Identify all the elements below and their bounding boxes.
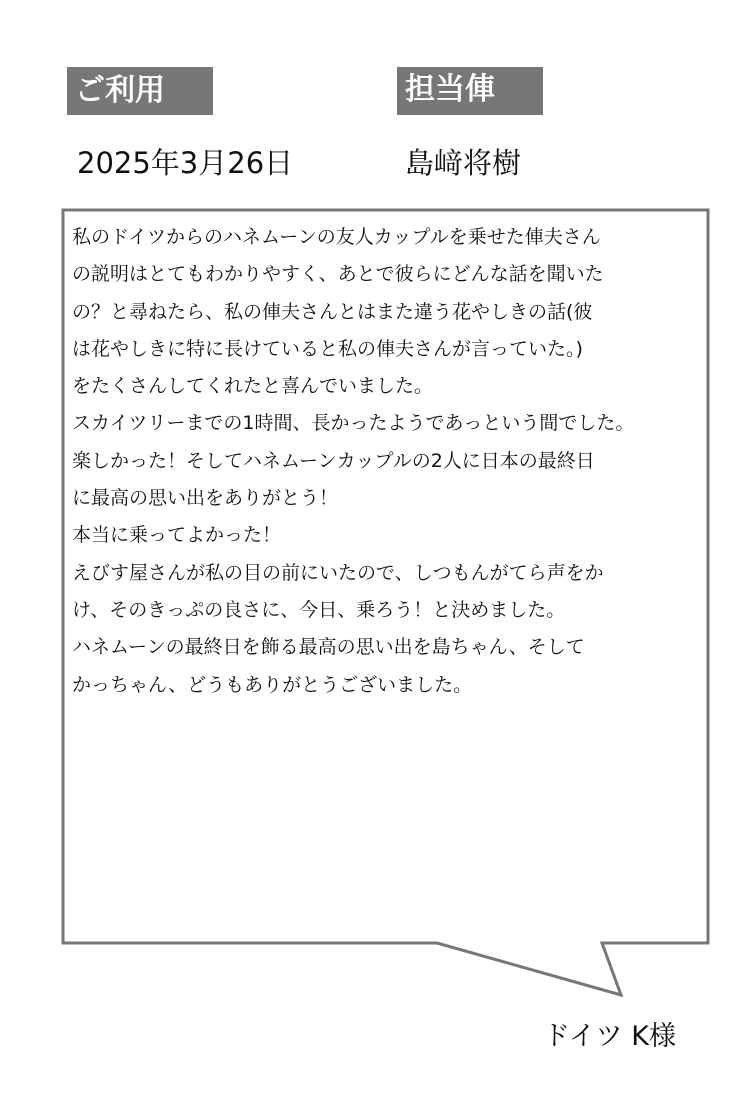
message-line: スカイツリーまでの1時間、長かったようであっという間でした。	[72, 412, 635, 435]
message-line: の説明はとてもわかりやすく、あとで彼らにどんな話を聞いた	[72, 263, 604, 286]
usage-date-value: 2025年3月26日	[77, 146, 294, 180]
usage-date-label: ご利用	[67, 67, 213, 115]
message-line: をたくさんしてくれたと喜んでいました。	[72, 375, 434, 398]
message-line: に最高の思い出をありがとう！	[72, 487, 339, 510]
message-line: の？と尋ねたら、私の俥夫さんとはまた違う花やしきの話(彼	[72, 300, 593, 323]
message-line: えびす屋さんが私の目の前にいたので、しつもんがてら声をか	[72, 561, 604, 584]
message-line: は花やしきに特に長けていると私の俥夫さんが言っていた。)	[72, 337, 583, 360]
customer-signature: ドイツ K様	[543, 1021, 676, 1052]
message-line: 楽しかった！そしてハネムーンカップルの2人に日本の最終日	[72, 449, 595, 472]
staff-name-value: 島﨑将樹	[405, 146, 522, 180]
testimonial-message	[72, 219, 702, 704]
staff-label: 担当俥	[397, 67, 543, 115]
message-line: 私のドイツからのハネムーンの友人カップルを乗せた俥夫さん	[72, 226, 601, 248]
message-line: ハネムーンの最終日を飾る最高の思い出を島ちゃん、そして	[72, 636, 585, 659]
message-line: 本当に乗ってよかった！	[72, 524, 282, 547]
message-line: け、そのきっぷの良さに、今日、乗ろう！と決めました。	[72, 598, 566, 621]
message-line: かっちゃん、どうもありがとうございました。	[72, 673, 473, 696]
